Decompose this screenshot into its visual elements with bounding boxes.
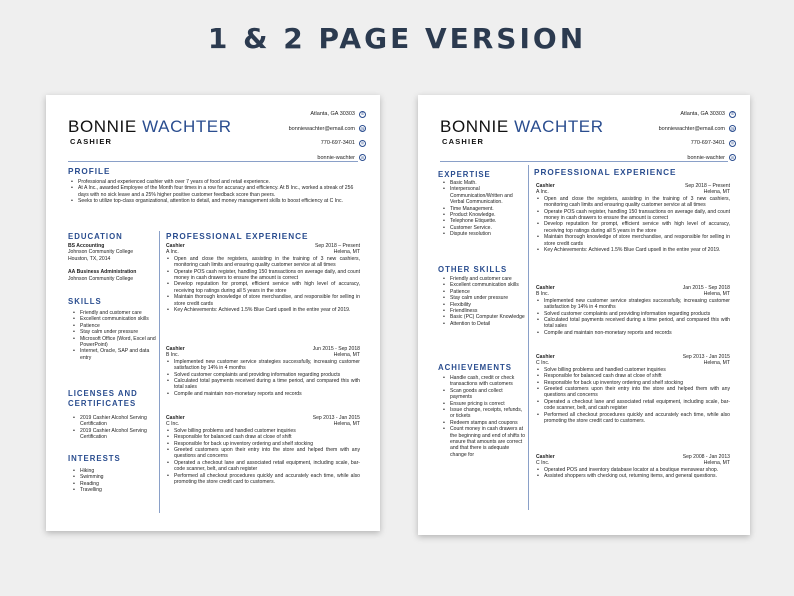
phone-text: 770-697-3401 (320, 140, 355, 147)
job-bullets (536, 298, 730, 336)
email-text: bonniewachter@email.com (288, 125, 355, 132)
expertise-item: • Dispute resolution (442, 231, 526, 237)
job-company: A Inc. (536, 189, 549, 196)
email-icon: @ (730, 125, 735, 131)
job-bullet: • Performed all checkout procedures quickly and accurately each time, while also promoting the store credit card to customers. (166, 473, 360, 486)
job-entry (166, 346, 360, 397)
job-bullet: • Assisted shoppers with checking out, returning items, and general questions. (536, 473, 730, 479)
location-text: Atlanta, GA 30303 (680, 111, 725, 118)
job-bullet: • Responsible for balanced cash draw at close of shift (536, 373, 730, 379)
interest-item: • Travelling (72, 487, 158, 493)
interest-item: • Reading (72, 481, 158, 487)
job-bullets (536, 196, 730, 254)
linkedin-text: bonnie-wachter (687, 154, 725, 161)
school-place: Houston, TX, 2014 (68, 255, 111, 262)
expertise-item: • Time Management. (442, 206, 526, 212)
job-bullet: • Solve billing problems and handled customer inquiries (536, 367, 730, 373)
school: Johnson Community College (68, 275, 134, 282)
achievement-item: • Scan goods and collect payments (442, 388, 526, 401)
degree: AA Business Administration (68, 269, 137, 276)
email-icon: @ (360, 125, 365, 131)
job-bullet: • Greeted customers upon their entry into the store and helped them with any questions and concerns (536, 386, 730, 399)
job-bullet: • Compile and maintain non-monetary reports and records (166, 391, 360, 397)
skill-item: • Internet, Oracle, SAP and data entry (72, 348, 158, 361)
other-skill-item: • Stay calm under pressure (442, 295, 526, 301)
banner-title: 1 & 2 PAGE VERSION (207, 22, 587, 55)
job-title: Cashier (166, 346, 185, 352)
job-bullet: • Operate POS cash register, handling 150 transactions on average daily, and count money in cash drawers to ensure the amount is correct (536, 209, 730, 222)
job-location: Helena, MT (333, 352, 360, 359)
job-bullet: • Open and close the registers, assisting in the training of 3 new cashiers, monitoring cash limits and ensuring quality customer service at all times (536, 196, 730, 209)
job-company: B Inc. (166, 352, 180, 359)
column-divider (159, 231, 160, 513)
achievements-list (442, 375, 526, 458)
resume-page-one (46, 95, 380, 531)
expertise-item: • Interpersonal Communication/Written and Verbal Communication. (442, 186, 526, 205)
licenses-heading: LICENSES AND CERTIFICATES (68, 389, 138, 408)
phone-text: 770-697-3401 (690, 140, 725, 147)
job-bullets (166, 428, 360, 486)
education-block (68, 243, 156, 282)
job-location: Helena, MT (703, 360, 730, 367)
job-location: Helena, MT (703, 460, 730, 467)
job-bullet: • Implemented new customer service strategies successfully, increasing customer satisfaction by 14% in 4 months (166, 359, 360, 372)
other-skill-item: • Basic (PC) Computer Knowledge (442, 314, 526, 320)
skill-item: • Friendly and customer care (72, 310, 158, 316)
linkedin-text: bonnie-wachter (317, 154, 355, 161)
job-title: Cashier (536, 183, 555, 189)
candidate-role: CASHIER (70, 137, 113, 146)
job-bullet: • Key Achievements: Achieved 1.5% Blue Card upsell in the entire year of 2019. (166, 307, 360, 313)
header-divider (440, 161, 728, 162)
job-dates: Jun 2015 - Sep 2018 (312, 346, 360, 352)
job-entry (166, 243, 360, 313)
achievement-item: • Redeem stamps and coupons (442, 420, 526, 426)
achievement-item: • Issue change, receipts, refunds, or tickets (442, 407, 526, 420)
job-dates: Sep 2013 - Jan 2015 (682, 354, 730, 360)
skill-item: • Patience (72, 323, 158, 329)
job-bullet: • Responsible for balanced cash draw at close of shift (166, 434, 360, 440)
job-bullet: • Develop reputation for prompt, efficient service with high level of accuracy, receiving top ratings during all 5 years in the store (536, 221, 730, 234)
job-bullet: • Responsible for back up inventory ordering and shelf stocking (166, 441, 360, 447)
skill-item: • Stay calm under pressure (72, 329, 158, 335)
email-text: bonniewachter@email.com (658, 125, 725, 132)
job-bullet: • Calculated total payments received during a time period, and compared this with total sales (536, 317, 730, 330)
job-bullet: • Operated a checkout lane and associated retail equipment, including scale, bar-code scanner, belt, and cash register (536, 399, 730, 412)
job-company: A Inc. (166, 249, 179, 256)
job-bullet: • Solve billing problems and handled customer inquiries (166, 428, 360, 434)
other-skill-item: • Patience (442, 289, 526, 295)
job-bullet: • Compile and maintain non-monetary reports and records (536, 330, 730, 336)
profile-item: • Professional and experienced cashier with over 7 years of food and retail experience. (70, 179, 362, 185)
experience-heading: PROFESSIONAL EXPERIENCE (534, 168, 677, 177)
job-bullets (536, 467, 730, 480)
achievements-heading: ACHIEVEMENTS (438, 363, 512, 372)
column-divider (528, 165, 529, 510)
linkedin-icon: in (730, 154, 735, 160)
job-company: C Inc. (166, 421, 180, 428)
job-entry (536, 454, 730, 480)
phone-icon: ✆ (360, 111, 365, 117)
experience-heading: PROFESSIONAL EXPERIENCE (166, 232, 309, 241)
job-dates: Sep 2018 – Present (684, 183, 730, 189)
job-bullet: • Solved customer complaints and providing information regarding products (166, 372, 360, 378)
job-title: Cashier (536, 285, 555, 291)
skills-list (72, 310, 158, 361)
job-dates: Jan 2015 - Sep 2018 (682, 285, 730, 291)
job-bullet: • Calculated total payments received during a time period, and compared this with total sales (166, 378, 360, 391)
achievement-item: • Ensure pricing is correct (442, 401, 526, 407)
other-skill-item: • Attention to Detail (442, 321, 526, 327)
job-bullets (166, 256, 360, 314)
last-name: WACHTER (514, 117, 604, 136)
job-bullet: • Greeted customers upon their entry into the store and helped them with any questions and concerns (166, 447, 360, 460)
other-skills-heading: OTHER SKILLS (438, 265, 508, 274)
job-bullet: • Responsible for back up inventory ordering and shelf stocking (536, 380, 730, 386)
job-company: B Inc. (536, 291, 550, 298)
interest-item: • Hiking (72, 468, 158, 474)
profile-item: • At A Inc., awarded Employee of the Month four times in a row for accuracy and efficiency. At B Inc., worked a streak of 256 days with no sick leave and a 25% higher positive customer feedback score than peers. (70, 185, 362, 198)
job-bullet: • Operate POS cash register, handling 150 transactions on average daily, and count money in cash drawers to ensure the amount is correct (166, 269, 360, 282)
job-bullet: • Key Achievements: Achieved 1.5% Blue Card upsell in the entire year of 2019. (536, 247, 730, 253)
skill-item: • Excellent communication skills (72, 316, 158, 322)
job-entry (166, 415, 360, 485)
profile-item: • Seeks to utilize top-class organizational, attention to detail, and money management skills to boost efficiency at C Inc. (70, 198, 362, 204)
contact-block (236, 107, 366, 165)
job-dates: Sep 2013 - Jan 2015 (312, 415, 360, 421)
job-location: Helena, MT (703, 291, 730, 298)
job-bullets (166, 359, 360, 397)
other-skill-item: • Friendly and customer care (442, 276, 526, 282)
other-skill-item: • Flexibility (442, 302, 526, 308)
job-company: C Inc. (536, 460, 550, 467)
degree: BS Accounting (68, 243, 105, 249)
first-name: BONNIE (440, 117, 509, 136)
job-bullet: • Operated a checkout lane and associated retail equipment, including scale, bar-code scanner, belt, and cash register (166, 460, 360, 473)
license-item: • 2019 Cashier Alcohol Serving Certification (72, 415, 158, 428)
interest-item: • Swimming (72, 474, 158, 480)
job-dates: Sep 2008 - Jan 2013 (682, 454, 730, 460)
job-location: Helena, MT (333, 249, 360, 256)
expertise-item: • Basic Math. (442, 180, 526, 186)
phone-icon: ✆ (730, 111, 735, 117)
expertise-item: • Customer Service. (442, 225, 526, 231)
interests-list (72, 468, 158, 494)
job-location: Helena, MT (333, 421, 360, 428)
job-bullet: • Implemented new customer service strategies successfully, increasing customer satisfaction by 14% in 4 months (536, 298, 730, 311)
other-skill-item: • Friendliness (442, 308, 526, 314)
globe-icon: ◎ (360, 140, 365, 146)
expertise-item: • Product Knowledge. (442, 212, 526, 218)
job-bullet: • Maintain thorough knowledge of store merchandise, and responsible for selling in store credit cards (536, 234, 730, 247)
job-company: C Inc. (536, 360, 550, 367)
skills-heading: SKILLS (68, 297, 102, 306)
last-name: WACHTER (142, 117, 232, 136)
other-skills-list (442, 276, 526, 327)
contact-block (606, 107, 736, 165)
linkedin-icon: in (360, 154, 365, 160)
expertise-item: • Telephone Etiquette. (442, 218, 526, 224)
skill-item: • Microsoft Office (Word, Excel and PowerPoint) (72, 336, 158, 349)
header-divider (68, 161, 358, 162)
job-title: Cashier (536, 354, 555, 360)
achievement-item: • Handle cash, credit or check transactions with customers (442, 375, 526, 388)
job-bullet: • Open and close the registers, assisting in the training of 3 new cashiers, monitoring cash limits and ensuring quality customer service at all times (166, 256, 360, 269)
candidate-name (440, 117, 604, 137)
expertise-heading: EXPERTISE (438, 170, 491, 179)
job-bullet: • Develop reputation for prompt, efficient service with high level of accuracy, receiving top ratings during all 5 years in the store (166, 281, 360, 294)
interests-heading: INTERESTS (68, 454, 121, 463)
school: Johnson Community College (68, 249, 134, 256)
candidate-role: CASHIER (442, 137, 485, 146)
license-item: • 2019 Cashier Alcohol Serving Certification (72, 428, 158, 441)
job-bullet: • Operated POS and inventory database locator at a boutique menswear shop. (536, 467, 730, 473)
job-bullet: • Maintain thorough knowledge of store merchandise, and responsible for selling in store credit cards (166, 294, 360, 307)
globe-icon: ◎ (730, 140, 735, 146)
candidate-name (68, 117, 232, 137)
education-heading: EDUCATION (68, 232, 123, 241)
job-title: Cashier (166, 243, 185, 249)
licenses-list (72, 415, 158, 441)
job-entry (536, 354, 730, 424)
job-location: Helena, MT (703, 189, 730, 196)
job-entry (536, 183, 730, 253)
resume-page-two (418, 95, 750, 535)
profile-heading: PROFILE (68, 167, 111, 176)
job-bullets (536, 367, 730, 425)
achievement-item: • Count money in cash drawers at the beginning and end of shifts to ensure that amounts are correct and that there is adequate change for (442, 426, 526, 458)
first-name: BONNIE (68, 117, 137, 136)
job-title: Cashier (536, 454, 555, 460)
job-title: Cashier (166, 415, 185, 421)
other-skill-item: • Excellent communication skills (442, 282, 526, 288)
job-bullet: • Solved customer complaints and providing information regarding products (536, 311, 730, 317)
expertise-list (442, 180, 526, 258)
job-entry (536, 285, 730, 336)
job-bullet: • Performed all checkout procedures quickly and accurately each time, while also promoting the store credit card to customers. (536, 412, 730, 425)
profile-list (70, 179, 362, 205)
job-dates: Sep 2018 – Present (314, 243, 360, 249)
location-text: Atlanta, GA 30303 (310, 111, 355, 118)
